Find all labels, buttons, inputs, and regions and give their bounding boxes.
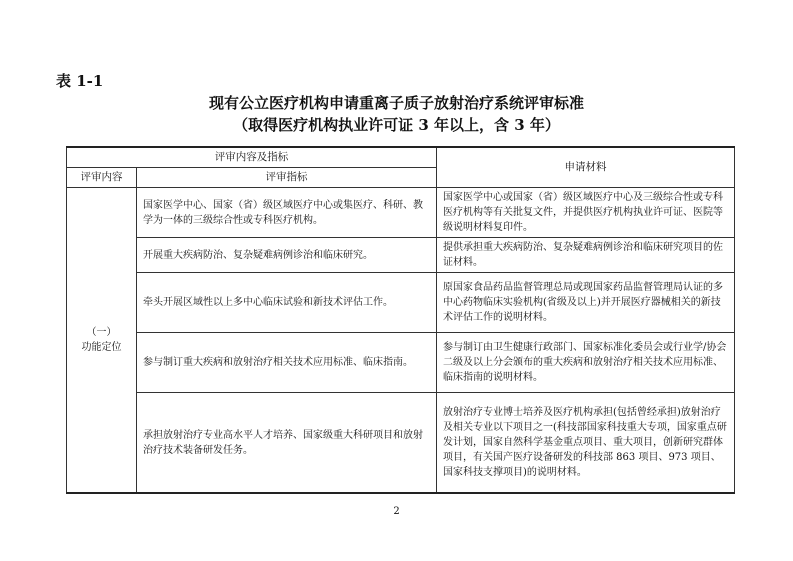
review-standard-table <box>66 146 735 494</box>
page-number: 2 <box>393 506 400 517</box>
table-row <box>67 273 735 333</box>
materials-cell: 国家医学中心或国家（省）级区域医疗中心及三级综合性或专科医疗机构等有关批复文件，并提供医疗机构执业许可证、医院等级说明材料复印件。 <box>437 188 735 238</box>
indicator-cell: 参与制订重大疾病和放射治疗相关技术应用标准、临床指南。 <box>137 333 437 393</box>
header-row-1 <box>67 147 735 168</box>
category-cell <box>67 188 137 494</box>
materials-cell: 放射治疗专业博士培养及医疗机构承担(包括曾经承担)放射治疗及相关专业以下项目之一(科技部国家科技重大专项，国家重点研发计划，国家自然科学基金重点项目、重大项目，创新研究群体项目，有关国产医疗设备研发的科技部 863 项目、973 项目、国家科技支撑项目)的说明材料。 <box>437 393 735 494</box>
indicator-cell: 国家医学中心、国家（省）级区域医疗中心或集医疗、科研、教学为一体的三级综合性或专科医疗机构。 <box>137 188 437 238</box>
indicator-cell: 开展重大疾病防治、复杂疑难病例诊治和临床研究。 <box>137 238 437 273</box>
header-review-content: 评审内容 <box>67 168 137 188</box>
table-row <box>67 333 735 393</box>
header-content-and-indicator: 评审内容及指标 <box>67 147 437 168</box>
materials-cell: 参与制订由卫生健康行政部门、国家标准化委员会或行业学/协会二级及以上分会颁布的重大疾病和放射治疗相关技术应用标准、临床指南的说明材料。 <box>437 333 735 393</box>
materials-cell: 提供承担重大疾病防治、复杂疑难病例诊治和临床研究项目的佐证材料。 <box>437 238 735 273</box>
table-row <box>67 188 735 238</box>
header-application-materials: 申请材料 <box>437 147 735 188</box>
category-name: 功能定位 <box>81 342 122 353</box>
indicator-cell: 牵头开展区域性以上多中心临床试验和新技术评估工作。 <box>137 273 437 333</box>
document-subtitle: （取得医疗机构执业许可证 3 年以上，含 3 年） <box>233 116 560 134</box>
table-row <box>67 393 735 494</box>
indicator-cell: 承担放射治疗专业高水平人才培养、国家级重大科研项目和放射治疗技术装备研发任务。 <box>137 393 437 494</box>
table-row <box>67 238 735 273</box>
materials-cell: 原国家食品药品监督管理总局或现国家药品监督管理局认证的多中心药物临床实验机构(省级及以上)并开展医疗器械相关的新技术评估工作的说明材料。 <box>437 273 735 333</box>
document-title: 现有公立医疗机构申请重离子质子放射治疗系统评审标准 <box>208 94 584 112</box>
category-number: （一） <box>86 327 117 338</box>
table-label: 表 1-1 <box>56 72 104 90</box>
header-review-indicator: 评审指标 <box>137 168 437 188</box>
